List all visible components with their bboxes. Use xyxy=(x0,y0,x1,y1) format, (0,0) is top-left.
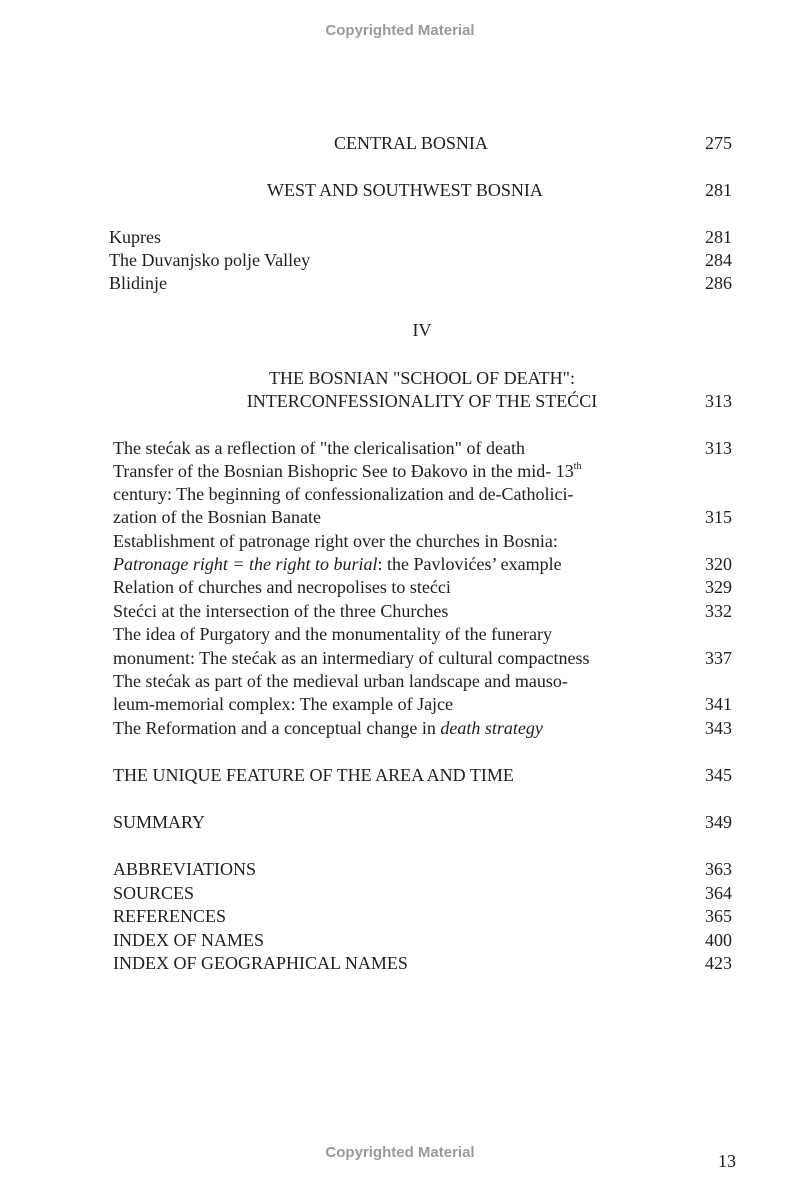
toc-entry-page: 337 xyxy=(705,648,732,668)
toc-backmatter-title: SOURCES xyxy=(113,883,195,903)
toc-entry-page: 315 xyxy=(705,507,732,527)
part-number: IV xyxy=(412,320,432,340)
toc-entry-title-line: monument: The stećak as an intermediary of cultural compactness xyxy=(113,648,590,668)
toc-entry-title-line: Patronage right = the right to burial: the Pavlovićes’ example xyxy=(113,554,562,574)
toc-entry-title-line: The stećak as part of the medieval urban landscape and mauso- xyxy=(113,671,568,691)
toc-entry-page: 329 xyxy=(705,577,732,597)
part-page: 313 xyxy=(705,391,732,411)
page-number: 13 xyxy=(718,1151,736,1171)
toc-entry-title: The stećak as a reflection of "the clericalisation" of death xyxy=(113,438,526,458)
superscript: th xyxy=(573,461,582,472)
toc-entry-page: 332 xyxy=(705,601,732,621)
toc-entry-page: 341 xyxy=(705,694,732,714)
toc-entry-page: 284 xyxy=(705,250,732,270)
toc-entry-title: Kupres xyxy=(109,227,161,247)
toc-entry-title: The Reformation and a conceptual change in death strategy xyxy=(113,718,543,738)
toc-entry-title-line: century: The beginning of confessionalization and de-Catholici- xyxy=(113,484,574,504)
toc-backmatter-page: 363 xyxy=(705,859,732,879)
toc-entry-title-line: zation of the Bosnian Banate xyxy=(113,507,321,527)
toc-entry-page: 313 xyxy=(705,438,732,458)
toc-backmatter-page: 365 xyxy=(705,906,732,926)
toc-backmatter-page: 400 xyxy=(705,930,732,950)
toc-backmatter-title: INDEX OF NAMES xyxy=(113,930,265,950)
watermark-top: Copyrighted Material xyxy=(325,22,475,39)
toc-backmatter-title: INDEX OF GEOGRAPHICAL NAMES xyxy=(113,953,408,973)
toc-heading-unique-feature: THE UNIQUE FEATURE OF THE AREA AND TIME xyxy=(113,765,514,785)
toc-page-west-bosnia: 281 xyxy=(705,180,732,200)
toc-page-summary: 349 xyxy=(705,812,732,832)
toc-entry-title: Blidinje xyxy=(109,273,167,293)
toc-entry-page: 320 xyxy=(705,554,732,574)
toc-page-central-bosnia: 275 xyxy=(705,133,732,153)
toc-entry-title-line: Transfer of the Bosnian Bishopric See to Đakovo in the mid- 13th xyxy=(113,461,582,481)
toc-backmatter-title: REFERENCES xyxy=(113,906,227,926)
toc-heading-summary: SUMMARY xyxy=(113,812,206,832)
toc-heading-west-bosnia: WEST AND SOUTHWEST BOSNIA xyxy=(267,180,543,200)
toc-backmatter-page: 423 xyxy=(705,953,732,973)
toc-entry-title: Stećci at the intersection of the three Churches xyxy=(113,601,449,621)
watermark-bottom: Copyrighted Material xyxy=(325,1144,475,1161)
toc-backmatter-title: ABBREVIATIONS xyxy=(113,859,257,879)
toc-entry-title: Relation of churches and necropolises to stećci xyxy=(113,577,451,597)
part-title-line1: THE BOSNIAN "SCHOOL OF DEATH": xyxy=(268,368,576,388)
toc-entry-title-line: The idea of Purgatory and the monumentality of the funerary xyxy=(113,624,553,644)
toc-heading-central-bosnia: CENTRAL BOSNIA xyxy=(334,133,488,153)
toc-entry-title-line: Establishment of patronage right over the churches in Bosnia: xyxy=(113,531,558,551)
toc-entry-title: The Duvanjsko polje Valley xyxy=(109,250,311,270)
toc-entry-page: 343 xyxy=(705,718,732,738)
toc-entry-title-line: leum-memorial complex: The example of Jajce xyxy=(113,694,454,714)
toc-entry-page: 281 xyxy=(705,227,732,247)
toc-page-unique-feature: 345 xyxy=(705,765,732,785)
toc-backmatter-page: 364 xyxy=(705,883,732,903)
part-title-line2: INTERCONFESSIONALITY OF THE STEĆCI xyxy=(246,391,598,411)
toc-entry-page: 286 xyxy=(705,273,732,293)
